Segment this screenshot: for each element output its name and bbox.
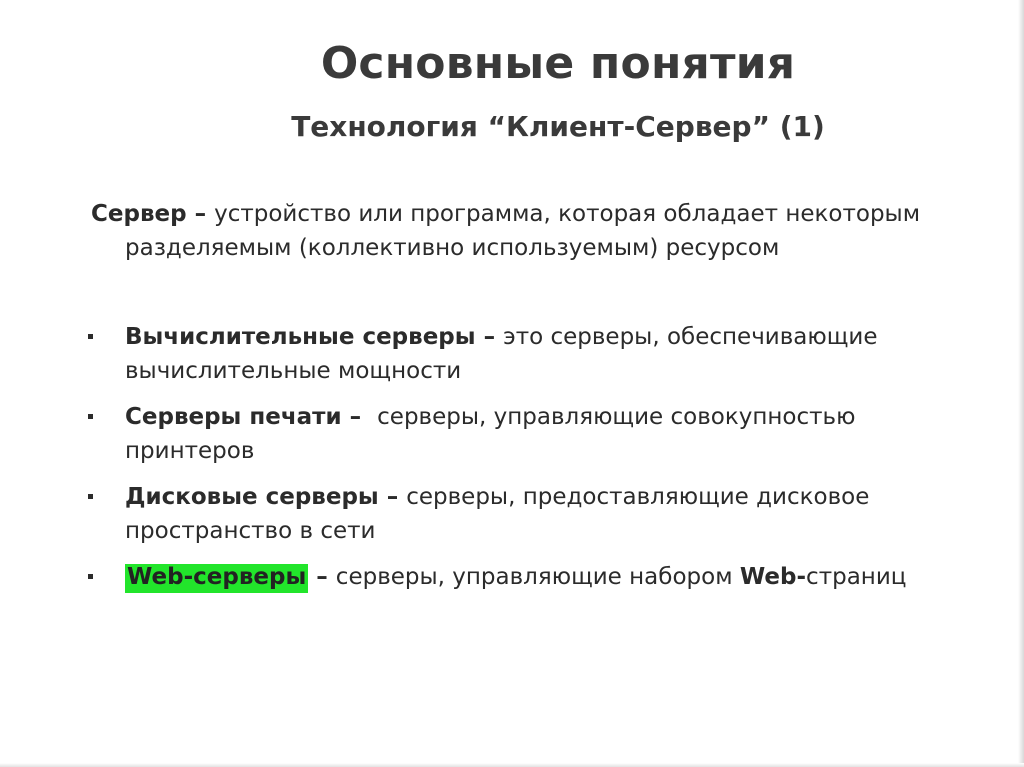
square-bullet-icon: [88, 334, 93, 339]
list-item: [0, 320, 945, 388]
definition-line2: разделяемым (коллективно используемым) ресурсом: [125, 235, 780, 261]
square-bullet-icon: [88, 574, 93, 579]
list-item: [0, 560, 945, 594]
bullet-term: Серверы печати: [125, 404, 342, 430]
slide-bottom-shadow: [0, 763, 1024, 767]
bullet-bold-word: Web-: [739, 564, 807, 590]
bullet-text-end: страниц: [806, 564, 907, 590]
bullet-text: серверы, управляющие совокупностью принтеров: [125, 404, 856, 464]
square-bullet-icon: [88, 494, 93, 499]
bullet-text: серверы, предоставляющие дисковое пространство в сети: [125, 484, 870, 544]
bullet-dash: –: [341, 404, 378, 430]
server-definition: [91, 197, 1012, 265]
server-types-list: [0, 320, 1024, 594]
definition-term: Сервер: [91, 201, 187, 227]
slide-edge-shadow: [1018, 0, 1024, 767]
square-bullet-icon: [88, 414, 93, 419]
highlighted-term: Web-серверы: [125, 564, 308, 593]
definition-dash: –: [186, 201, 215, 227]
bullet-dash: –: [378, 484, 407, 510]
bullet-text: серверы, управляющие набором: [335, 564, 740, 590]
bullet-dash: –: [308, 564, 336, 590]
definition-line1: устройство или программа, которая обладает некоторым: [214, 201, 921, 227]
slide-title: Основные понятия: [320, 38, 796, 89]
bullet-text: это серверы, обеспечивающие вычислительные мощности: [125, 324, 878, 384]
bullet-term: Вычислительные серверы: [125, 324, 476, 350]
slide-subtitle: Технология “Клиент-Сервер” (1): [291, 110, 825, 143]
bullet-term: Дисковые серверы: [125, 484, 379, 510]
list-item: [0, 480, 945, 548]
list-item: [0, 400, 945, 468]
bullet-dash: –: [475, 324, 504, 350]
